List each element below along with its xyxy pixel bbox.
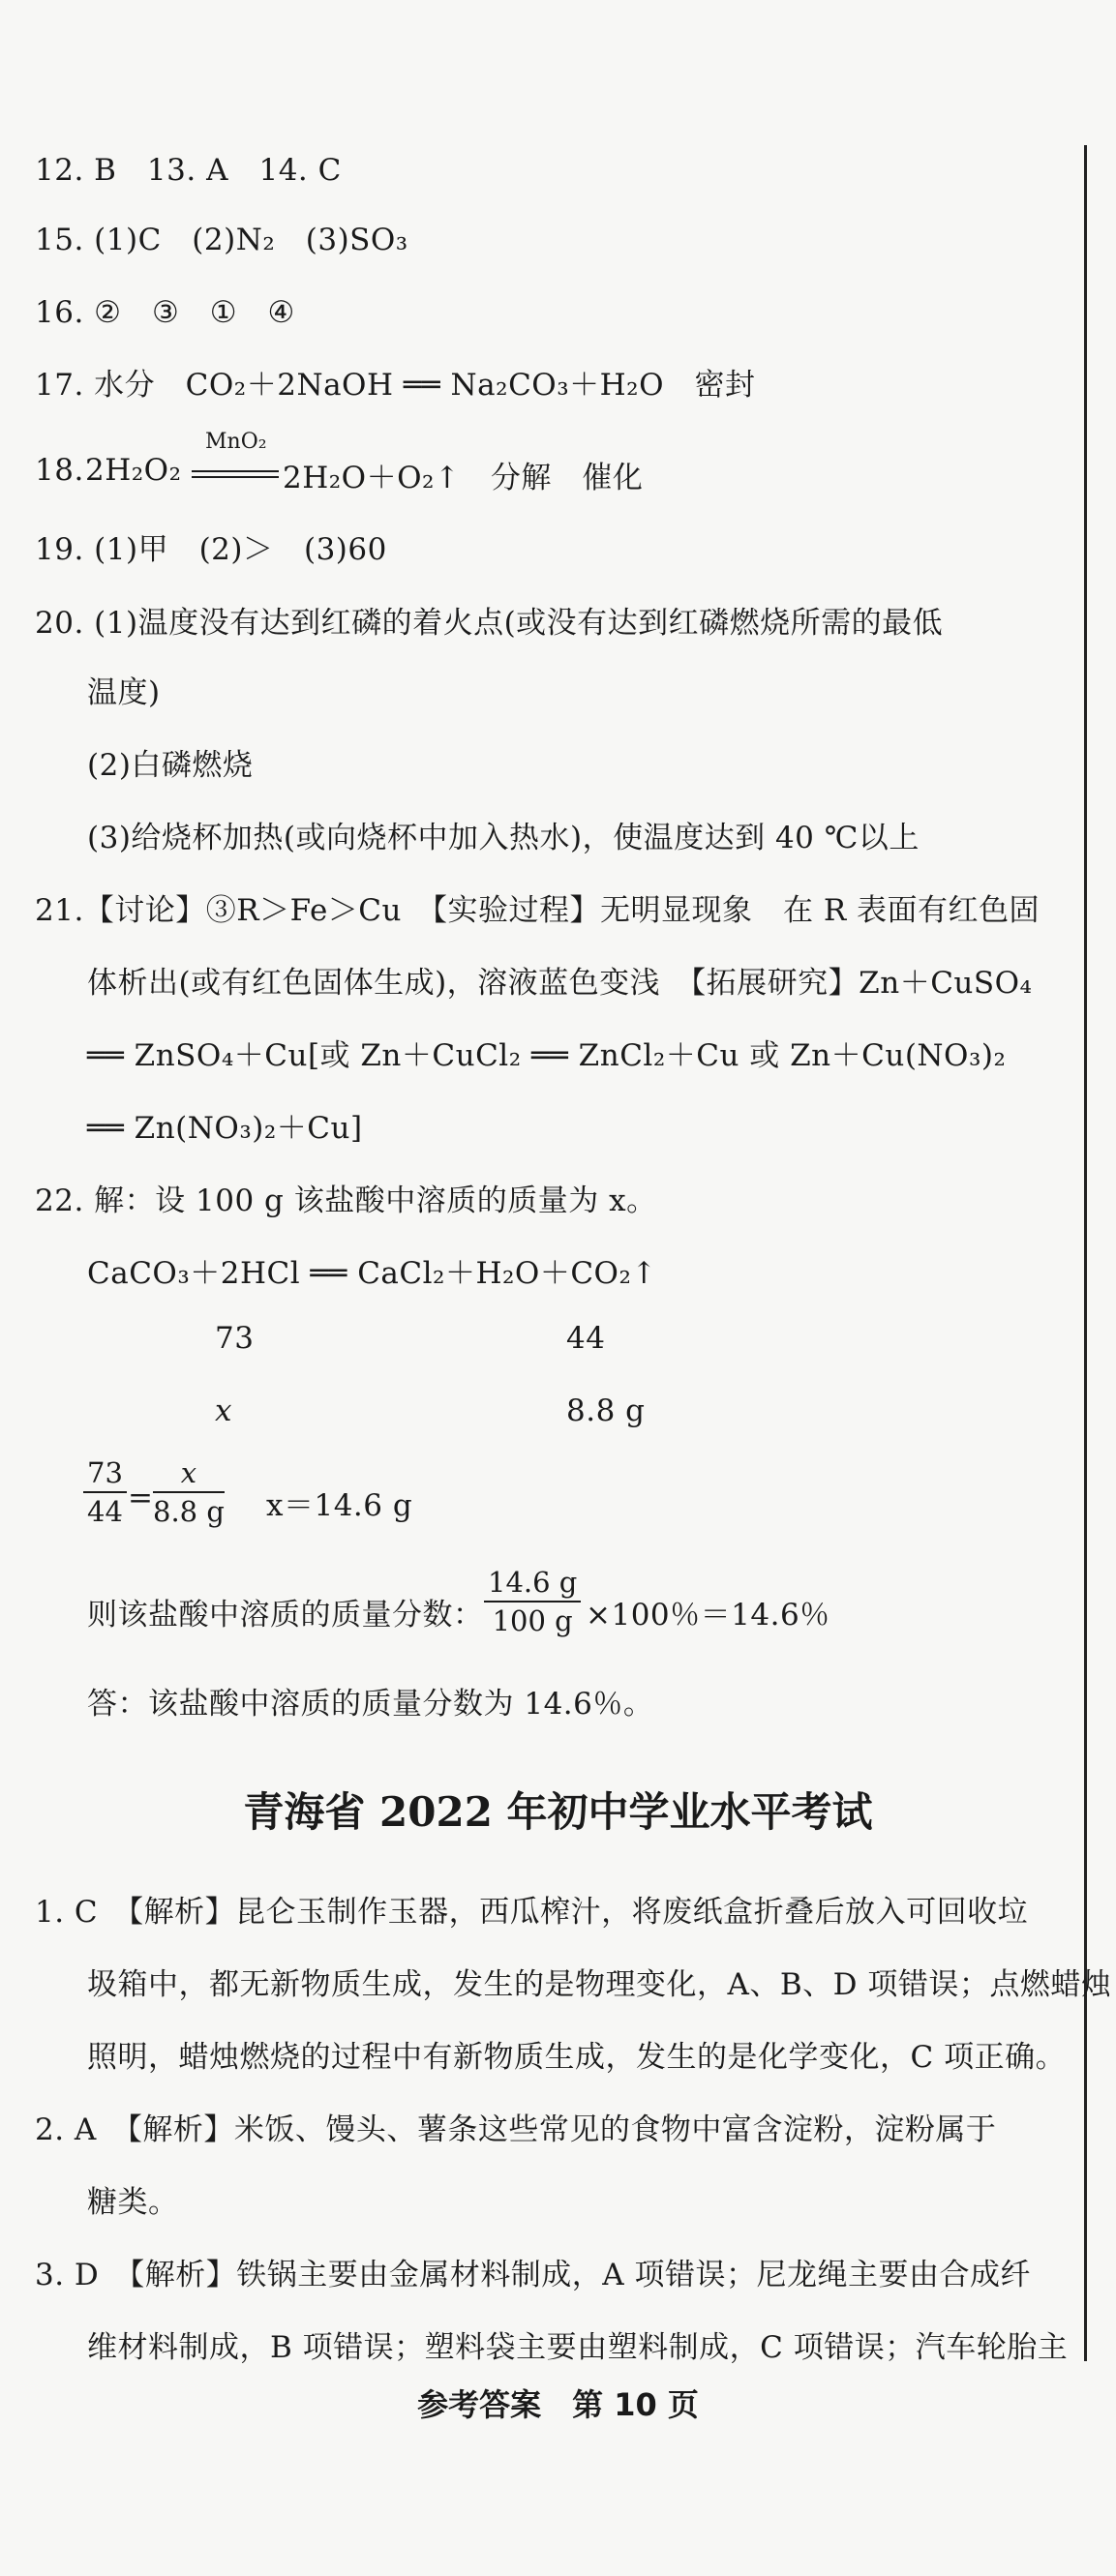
answer-22-8-8g: 8.8 g [566,1393,646,1428]
s2-q3-line2: 维材料制成，B 项错误；塑料袋主要由塑料制成，C 项错误；汽车轮胎主 [87,2330,1069,2365]
answer-21-line2: 体析出(或有红色固体生成)，溶液蓝色变浅 【拓展研究】Zn＋CuSO₄ [87,966,1033,1001]
answer-22-fraction-1 [83,1456,127,1528]
answer-22-result: x＝14.6 g [266,1488,413,1523]
s2-q3-line1: 3. D 【解析】铁锅主要由金属材料制成，A 项错误；尼龙绳主要由合成纤 [35,2258,1032,2292]
s2-q2-line2: 糖类。 [87,2185,179,2220]
s2-q1-line1: 1. C 【解析】昆仑玉制作玉器，西瓜榨汁，将废纸盒折叠后放入可回收垃 [35,1895,1029,1930]
answer-22-x: x [215,1393,232,1428]
answer-18-catalyst: MnO₂ [205,430,267,454]
answer-22-equation: CaCO₃＋2HCl ══ CaCl₂＋H₂O＋CO₂↑ [87,1256,657,1291]
answer-22-equals: = [128,1481,154,1515]
answer-12-14: 12. B 13. A 14. C [35,153,342,188]
answer-20-line4: (3)给烧杯加热(或向烧杯中加入热水)，使温度达到 40 ℃以上 [87,821,920,855]
answer-17: 17. 水分 CO₂＋2NaOH ══ Na₂CO₃＋H₂O 密封 [35,368,756,403]
answer-22-fraction-label: 则该盐酸中溶质的质量分数： [87,1598,484,1632]
fraction-3-numerator: 14.6 g [484,1566,581,1603]
fraction-2-numerator: x [153,1456,225,1493]
s2-q1-line3: 照明，蜡烛燃烧的过程中有新物质生成，发生的是化学变化，C 项正确。 [87,2040,1067,2075]
answer-22-conclusion: 答：该盐酸中溶质的质量分数为 14.6％。 [87,1687,654,1722]
answer-18-products: 2H₂O＋O₂↑ 分解 催化 [283,461,644,495]
answer-19: 19. (1)甲 (2)＞ (3)60 [35,532,387,567]
page-footer: 参考答案 第 10 页 [417,2386,699,2423]
answer-20-line1: 20. (1)温度没有达到红磷的着火点(或没有达到红磷燃烧所需的最低 [35,606,944,641]
fraction-1-denominator: 44 [87,1495,123,1528]
answer-20-line3: (2)白磷燃烧 [87,748,254,783]
s2-q2-line1: 2. A 【解析】米饭、馒头、薯条这些常见的食物中富含淀粉，淀粉属于 [35,2112,997,2147]
answer-22-percent: ×100％＝14.6％ [586,1598,830,1632]
section-title: 青海省 2022 年初中学业水平考试 [243,1788,873,1836]
answer-22-line1: 22. 解：设 100 g 该盐酸中溶质的质量为 x。 [35,1183,657,1218]
answer-18-equal-sign [192,470,279,478]
answer-22-fraction-2 [153,1456,225,1528]
answer-22-fraction-3 [484,1566,581,1637]
answer-18-reactant: 2H₂O₂ [85,453,182,488]
s2-q1-line2: 圾箱中，都无新物质生成，发生的是物理变化，A、B、D 项错误；点燃蜡烛 [87,1967,1112,2002]
fraction-1-numerator: 73 [83,1456,127,1493]
answer-21-line4: ══ Zn(NO₃)₂＋Cu] [87,1111,363,1146]
answer-20-line2: 温度) [87,675,161,710]
answer-21-line3: ══ ZnSO₄＋Cu[或 Zn＋CuCl₂ ══ ZnCl₂＋Cu 或 Zn＋Cu(NO₃)₂ [87,1038,1007,1073]
fraction-3-denominator: 100 g [492,1604,573,1637]
right-margin-rule [1084,145,1087,2361]
answer-16: 16. ② ③ ① ④ [35,295,295,330]
answer-21-line1: 21.【讨论】③R＞Fe＞Cu 【实验过程】无明显现象 在 R 表面有红色固 [35,893,1041,928]
answer-18-number: 18. [35,453,84,488]
fraction-2-denominator: 8.8 g [153,1495,225,1528]
answer-22-ratio-44: 44 [566,1321,606,1356]
answer-15: 15. (1)C (2)N₂ (3)SO₃ [35,223,408,257]
answer-22-ratio-73: 73 [215,1321,255,1356]
